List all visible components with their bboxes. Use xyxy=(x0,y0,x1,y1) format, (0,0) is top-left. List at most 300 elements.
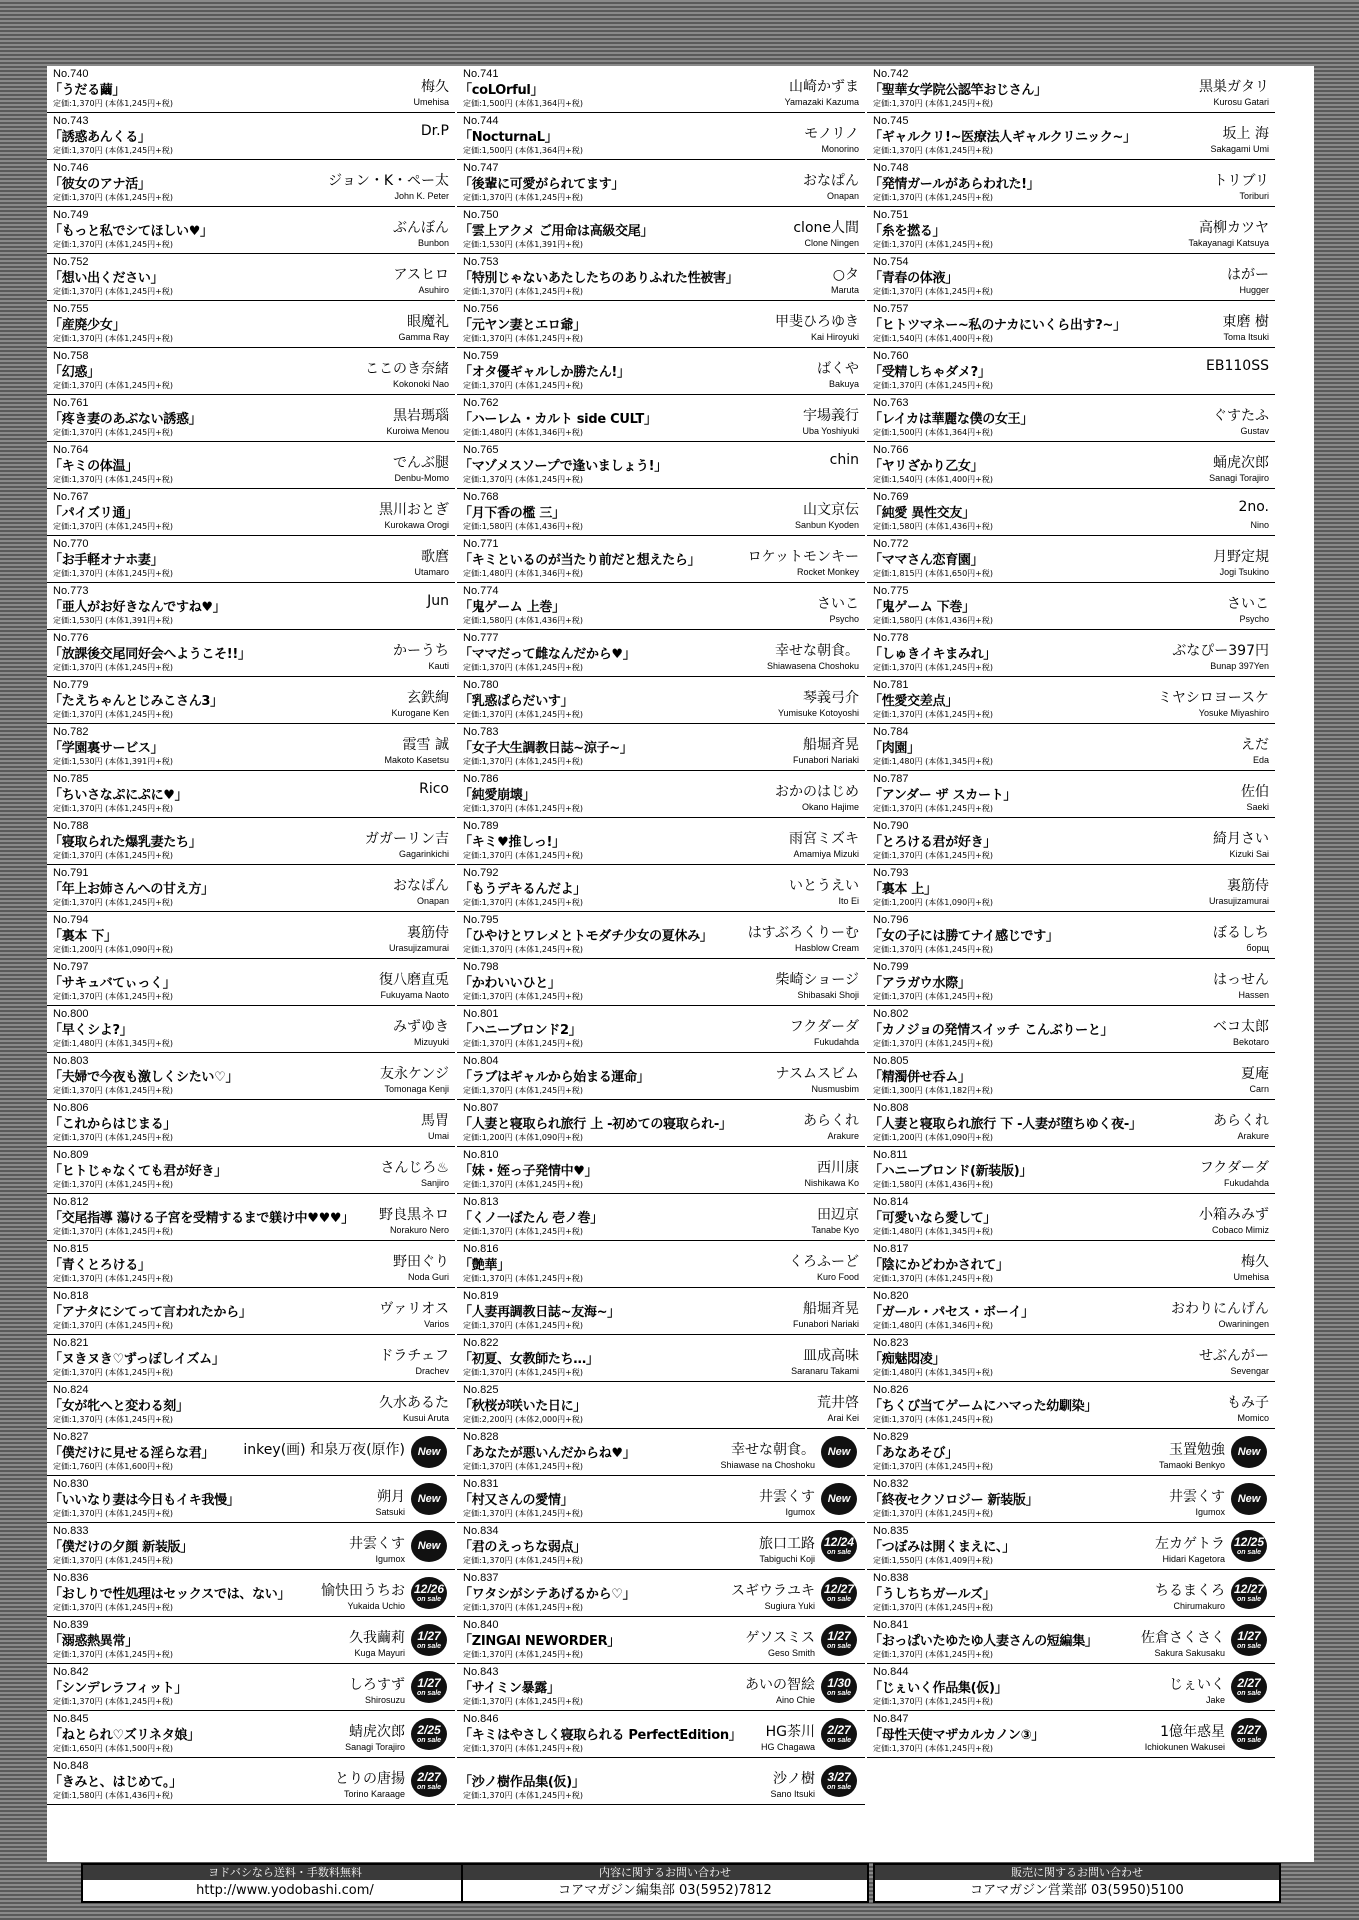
book-title: 「元ヤン妻とエロ爺」 xyxy=(459,318,586,333)
on-sale-label: on sale xyxy=(826,1737,852,1744)
price-text: 定価:1,370円 (本体1,245円+税) xyxy=(463,287,583,296)
author-name: 野田ぐり xyxy=(393,1254,449,1270)
price-text: 定価:1,370円 (本体1,245円+税) xyxy=(873,240,993,249)
author-name: 宇場義行 xyxy=(803,408,859,424)
author-romaji: Yukaida Uchio xyxy=(347,1601,405,1611)
author-romaji: Umai xyxy=(427,1131,449,1141)
volume-number: No.744 xyxy=(463,115,499,127)
catalog-entry xyxy=(47,1100,455,1147)
book-title: 「キミはやさしく寝取られる PerfectEdition」 xyxy=(459,1728,742,1743)
author-name: 船堀斉晃 xyxy=(803,737,859,753)
catalog-entry xyxy=(457,113,865,160)
author-name: 綺月さい xyxy=(1213,831,1269,847)
author-name: いとうえい xyxy=(789,878,859,894)
catalog-entry xyxy=(457,1194,865,1241)
author-name: 黒岩瑪瑙 xyxy=(393,408,449,424)
author-name: あらくれ xyxy=(1213,1113,1269,1129)
volume-number: No.815 xyxy=(53,1243,89,1255)
price-text: 定価:1,370円 (本体1,245円+税) xyxy=(463,475,583,484)
author-name: ぶなぴー397円 xyxy=(1172,643,1269,659)
price-text: 定価:1,370円 (本体1,245円+税) xyxy=(53,569,173,578)
price-text: 定価:1,370円 (本体1,245円+税) xyxy=(463,757,583,766)
author-name: モノリノ xyxy=(804,126,859,142)
book-title: 「オタ優ギャルしか勝たん!」 xyxy=(459,365,630,380)
author-romaji: Torino Karaage xyxy=(343,1789,405,1799)
volume-number: No.844 xyxy=(873,1666,909,1678)
author-name: Jun xyxy=(427,593,449,609)
author-name: 霞雪 誠 xyxy=(402,737,449,753)
volume-number: No.806 xyxy=(53,1102,89,1114)
author-name: 左カゲトラ xyxy=(1155,1536,1225,1552)
author-name: さんじろ♨ xyxy=(380,1160,449,1176)
author-name: 坂上 海 xyxy=(1222,126,1269,142)
author-romaji: Kokonoki Nao xyxy=(392,379,449,389)
book-title: 「お手軽オナホ妻」 xyxy=(49,553,164,568)
author-romaji: Utamaro xyxy=(414,567,449,577)
volume-number: No.773 xyxy=(53,585,89,597)
author-name: フクダーダ xyxy=(789,1019,859,1035)
author-romaji: Nishikawa Ko xyxy=(804,1178,859,1188)
book-title: 「痴魅悶凌」 xyxy=(869,1352,946,1367)
author-name: 井雲くす xyxy=(349,1536,405,1552)
book-title: 「想い出ください」 xyxy=(49,271,164,286)
catalog-entry xyxy=(867,1429,1275,1476)
book-title: 「聖華女学院公認竿おじさん」 xyxy=(869,83,1047,98)
price-text: 定価:1,370円 (本体1,245円+税) xyxy=(463,710,583,719)
book-title: 「ハニーブロンド2」 xyxy=(459,1023,582,1038)
author-romaji: Sanbun Kyoden xyxy=(794,520,859,530)
badge-label: New xyxy=(1237,1445,1261,1458)
author-romaji: Mizuyuki xyxy=(413,1037,449,1047)
catalog-entry xyxy=(47,160,455,207)
author-name: 甲斐ひろゆき xyxy=(775,314,859,330)
author-name: 井雲くす xyxy=(1169,1489,1225,1505)
price-text: 定価:1,370円 (本体1,245円+税) xyxy=(463,193,583,202)
price-text: 定価:1,530円 (本体1,391円+税) xyxy=(53,757,173,766)
volume-number: No.809 xyxy=(53,1149,89,1161)
badge-label: 3/27 xyxy=(827,1770,851,1784)
book-title: 「人妻と寝取られ旅行 下 -人妻が堕ちゆく夜-」 xyxy=(869,1117,1142,1132)
book-title: 「ヒトツマネー~私のナカにいくら出す?~」 xyxy=(869,318,1126,333)
volume-number: No.847 xyxy=(873,1713,909,1725)
new-badge xyxy=(411,1436,447,1468)
volume-number: No.747 xyxy=(463,162,499,174)
book-title: 「溺惑熱異常」 xyxy=(49,1634,138,1649)
release-date-badge xyxy=(1231,1577,1267,1609)
price-text: 定価:1,370円 (本体1,245円+税) xyxy=(463,381,583,390)
author-name: 山文京伝 xyxy=(803,502,859,518)
author-romaji: Gamma Ray xyxy=(398,332,449,342)
badge-label: 1/27 xyxy=(417,1629,441,1643)
price-text: 定価:1,480円 (本体1,346円+税) xyxy=(873,1321,993,1330)
catalog-entry xyxy=(457,66,865,113)
book-title: 「雲上アクメ ご用命は高級交尾」 xyxy=(459,224,654,239)
author-romaji: Amamiya Mizuki xyxy=(793,849,859,859)
price-text: 定価:1,370円 (本体1,245円+税) xyxy=(463,1791,583,1800)
author-romaji: Asuhiro xyxy=(418,285,449,295)
catalog-entry xyxy=(457,301,865,348)
catalog-entry xyxy=(867,1053,1275,1100)
price-text: 定価:1,370円 (本体1,245円+税) xyxy=(873,1603,993,1612)
volume-number: No.796 xyxy=(873,914,909,926)
catalog-entry xyxy=(867,536,1275,583)
volume-number: No.793 xyxy=(873,867,909,879)
book-title: 「アラガウ水際」 xyxy=(869,976,971,991)
volume-number: No.756 xyxy=(463,303,499,315)
author-name: くろふーど xyxy=(789,1254,859,1270)
price-text: 定価:1,370円 (本体1,245円+税) xyxy=(873,992,993,1001)
author-name: 馬胃 xyxy=(421,1113,449,1129)
price-text: 定価:2,200円 (本体2,000円+税) xyxy=(463,1415,583,1424)
volume-number: No.826 xyxy=(873,1384,909,1396)
author-romaji: Shiawase na Choshoku xyxy=(720,1460,815,1470)
author-romaji: Hassen xyxy=(1238,990,1269,1000)
on-sale-label: on sale xyxy=(1236,1549,1262,1556)
price-text: 定価:1,370円 (本体1,245円+税) xyxy=(873,1697,993,1706)
author-romaji: Onapan xyxy=(826,191,859,201)
catalog-entry xyxy=(867,771,1275,818)
author-name: せぶんがー xyxy=(1199,1348,1269,1364)
author-romaji: Rocket Monkey xyxy=(796,567,859,577)
volume-number: No.789 xyxy=(463,820,499,832)
author-name: 歌麿 xyxy=(421,549,449,565)
volume-number: No.771 xyxy=(463,538,499,550)
catalog-entry xyxy=(47,583,455,630)
volume-number: No.819 xyxy=(463,1290,499,1302)
author-romaji: Sano Itsuki xyxy=(770,1789,815,1799)
author-romaji: Bekotaro xyxy=(1232,1037,1269,1047)
author-name: Rico xyxy=(419,781,449,797)
book-title: 「人妻と寝取られ旅行 上 -初めての寝取られ-」 xyxy=(459,1117,732,1132)
book-title: 「寝取られた爆乳妻たち」 xyxy=(49,835,202,850)
catalog-entry xyxy=(457,583,865,630)
volume-number: No.801 xyxy=(463,1008,499,1020)
footer-heading: 内容に関するお問い合わせ xyxy=(463,1865,867,1880)
catalog-entry xyxy=(47,959,455,1006)
catalog-entry xyxy=(47,630,455,677)
price-text: 定価:1,370円 (本体1,245円+税) xyxy=(873,1744,993,1753)
price-text: 定価:1,500円 (本体1,364円+税) xyxy=(873,428,993,437)
volume-number: No.824 xyxy=(53,1384,89,1396)
author-romaji: Fukudahda xyxy=(813,1037,859,1047)
book-title: 「ちいさなぷにぷに♥」 xyxy=(49,788,188,803)
catalog-entry xyxy=(457,1241,865,1288)
volume-number: No.837 xyxy=(463,1572,499,1584)
author-name: 西川康 xyxy=(817,1160,859,1176)
volume-number: No.795 xyxy=(463,914,499,926)
footer-editorial-contact xyxy=(461,1863,869,1903)
badge-label: 12/25 xyxy=(1233,1535,1265,1549)
author-romaji: Kai Hiroyuki xyxy=(810,332,859,342)
author-romaji: Norakuro Nero xyxy=(389,1225,449,1235)
author-name: 佐倉さくさく xyxy=(1141,1630,1225,1646)
volume-number: No.765 xyxy=(463,444,499,456)
price-text: 定価:1,540円 (本体1,400円+税) xyxy=(873,334,993,343)
volume-number: No.804 xyxy=(463,1055,499,1067)
price-text: 定価:1,370円 (本体1,245円+税) xyxy=(463,1650,583,1659)
catalog-entry xyxy=(457,1476,865,1523)
author-name: おかのはじめ xyxy=(775,784,859,800)
catalog-entry xyxy=(457,1711,865,1758)
volume-number: No.778 xyxy=(873,632,909,644)
author-name: 琴義弓介 xyxy=(803,690,859,706)
catalog-entry xyxy=(47,912,455,959)
author-romaji: Kurosu Gatari xyxy=(1213,97,1269,107)
book-title: 「とろける君が好き」 xyxy=(869,835,997,850)
book-title: 「秋桜が咲いた日に」 xyxy=(459,1399,587,1414)
catalog-entry xyxy=(867,583,1275,630)
book-title: 「受精しちゃダメ?」 xyxy=(869,365,991,380)
price-text: 定価:1,200円 (本体1,090円+税) xyxy=(873,898,993,907)
author-romaji: Sakagami Umi xyxy=(1210,144,1269,154)
author-romaji: Psycho xyxy=(1239,614,1269,624)
author-name: ぐすたふ xyxy=(1213,408,1269,424)
price-text: 定価:1,370円 (本体1,245円+税) xyxy=(53,1227,173,1236)
book-title: 「おしりで性処理はセックスでは、ない」 xyxy=(49,1587,291,1602)
author-name: ここのき奈緒 xyxy=(365,361,449,377)
release-date-badge xyxy=(1231,1718,1267,1750)
author-name: inkey(画) 和泉万夜(原作) xyxy=(243,1442,405,1458)
price-text: 定価:1,370円 (本体1,245円+税) xyxy=(53,334,173,343)
badge-label: 12/24 xyxy=(823,1535,855,1549)
book-title: 「人妻再調教日誌~友海~」 xyxy=(459,1305,620,1320)
price-text: 定価:1,370円 (本体1,245円+税) xyxy=(53,1509,173,1518)
badge-label: 2/27 xyxy=(1237,1676,1261,1690)
price-text: 定価:1,580円 (本体1,436円+税) xyxy=(463,616,583,625)
author-romaji: Eda xyxy=(1252,755,1269,765)
author-romaji: Arakure xyxy=(1237,1131,1269,1141)
author-name: おわりにんげん xyxy=(1171,1301,1269,1317)
catalog-entry xyxy=(47,1476,455,1523)
price-text: 定価:1,370円 (本体1,245円+税) xyxy=(53,381,173,390)
on-sale-label: on sale xyxy=(416,1596,442,1603)
catalog-entry xyxy=(457,254,865,301)
catalog-entry xyxy=(47,818,455,865)
book-title: 「もうデキるんだよ」 xyxy=(459,882,587,897)
author-romaji: Hasblow Cream xyxy=(794,943,859,953)
price-text: 定価:1,370円 (本体1,245円+税) xyxy=(463,992,583,1001)
catalog-entry xyxy=(457,677,865,724)
author-name: ジョン・K・ペー太 xyxy=(328,173,449,189)
author-name: 夏庵 xyxy=(1241,1066,1269,1082)
book-title: 「NocturnaL」 xyxy=(459,130,558,145)
price-text: 定価:1,370円 (本体1,245円+税) xyxy=(53,1368,173,1377)
volume-number: No.787 xyxy=(873,773,909,785)
release-date-badge xyxy=(411,1671,447,1703)
catalog-entry xyxy=(47,1241,455,1288)
author-romaji: Owariningen xyxy=(1218,1319,1269,1329)
author-romaji: Cobaco Mimiz xyxy=(1211,1225,1269,1235)
volume-number: No.812 xyxy=(53,1196,89,1208)
author-romaji: Aino Chie xyxy=(775,1695,815,1705)
book-title: 「ひやけとワレメとトモダチ少女の夏休み」 xyxy=(459,929,713,944)
volume-number: No.846 xyxy=(463,1713,499,1725)
volume-number: No.829 xyxy=(873,1431,909,1443)
badge-label: 1/27 xyxy=(827,1629,851,1643)
price-text: 定価:1,370円 (本体1,245円+税) xyxy=(53,1415,173,1424)
book-title: 「ガール・パセス・ボーイ」 xyxy=(869,1305,1034,1320)
volume-number: No.766 xyxy=(873,444,909,456)
volume-number: No.820 xyxy=(873,1290,909,1302)
book-title: 「マゾメスソープで逢いましょう!」 xyxy=(459,459,667,474)
author-romaji: Fukudahda xyxy=(1223,1178,1269,1188)
author-name: あいの智絵 xyxy=(745,1677,815,1693)
price-text: 定価:1,370円 (本体1,245円+税) xyxy=(53,193,173,202)
catalog-entry xyxy=(867,1664,1275,1711)
catalog-entry xyxy=(47,207,455,254)
author-name: 1億年惑星 xyxy=(1160,1724,1225,1740)
badge-label: 12/27 xyxy=(1233,1582,1265,1596)
price-text: 定価:1,370円 (本体1,245円+税) xyxy=(53,1086,173,1095)
author-romaji: Onapan xyxy=(416,896,449,906)
catalog-entry xyxy=(867,1147,1275,1194)
book-title: 「誘惑あんくる」 xyxy=(49,130,151,145)
author-name: 蜻虎次郎 xyxy=(349,1724,405,1740)
author-name: 山崎かずま xyxy=(789,79,859,95)
book-title: 「しゅきイキまみれ」 xyxy=(869,647,997,662)
volume-number: No.785 xyxy=(53,773,89,785)
catalog-entry xyxy=(457,1429,865,1476)
catalog-column-right xyxy=(867,66,1275,1758)
author-name: アスヒロ xyxy=(393,267,449,283)
author-romaji: Sanagi Torajiro xyxy=(345,1742,405,1752)
book-title: 「終夜セクソロジー 新装版」 xyxy=(869,1493,1039,1508)
volume-number: No.786 xyxy=(463,773,499,785)
price-text: 定価:1,370円 (本体1,245円+税) xyxy=(463,851,583,860)
volume-number: No.848 xyxy=(53,1760,89,1772)
catalog-entry xyxy=(457,348,865,395)
price-text: 定価:1,580円 (本体1,436円+税) xyxy=(873,616,993,625)
on-sale-label: on sale xyxy=(416,1737,442,1744)
price-text: 定価:1,500円 (本体1,364円+税) xyxy=(463,99,583,108)
volume-number: No.810 xyxy=(463,1149,499,1161)
book-title: 「夫婦で今夜も激しくシたい♡」 xyxy=(49,1070,239,1085)
volume-number: No.842 xyxy=(53,1666,89,1678)
catalog-entry xyxy=(47,301,455,348)
catalog-column-middle xyxy=(457,66,865,1805)
price-text: 定価:1,530円 (本体1,391円+税) xyxy=(53,616,173,625)
volume-number: No.767 xyxy=(53,491,89,503)
author-name: トリブリ xyxy=(1213,173,1269,189)
on-sale-label: on sale xyxy=(1236,1596,1262,1603)
footer-url-link[interactable]: http://www.yodobashi.com/ xyxy=(196,1883,374,1898)
price-text: 定価:1,370円 (本体1,245円+税) xyxy=(873,851,993,860)
author-romaji: Geso Smith xyxy=(767,1648,815,1658)
author-name: 復八磨直兎 xyxy=(379,972,449,988)
release-date-badge xyxy=(411,1577,447,1609)
catalog-entry xyxy=(867,1335,1275,1382)
catalog-entry xyxy=(47,1711,455,1758)
catalog-entry xyxy=(47,1382,455,1429)
price-text: 定価:1,370円 (本体1,245円+税) xyxy=(873,1274,993,1283)
author-romaji: Sanjiro xyxy=(420,1178,449,1188)
author-romaji: Chirumakuro xyxy=(1173,1601,1225,1611)
author-name: 野良黒ネロ xyxy=(379,1207,449,1223)
volume-number: No.769 xyxy=(873,491,909,503)
author-romaji: Psycho xyxy=(829,614,859,624)
author-name: 小箱みみず xyxy=(1199,1207,1269,1223)
author-name: 黒川おとぎ xyxy=(379,502,449,518)
book-title: 「アナタにシてって言われたから」 xyxy=(49,1305,252,1320)
author-romaji: Saranaru Takami xyxy=(791,1366,859,1376)
volume-number: No.794 xyxy=(53,914,89,926)
volume-number: No.790 xyxy=(873,820,909,832)
author-name: さいこ xyxy=(1227,596,1269,612)
release-date-badge xyxy=(1231,1624,1267,1656)
release-date-badge xyxy=(821,1765,857,1797)
author-name: はっせん xyxy=(1213,972,1269,988)
volume-number: No.768 xyxy=(463,491,499,503)
price-text: 定価:1,370円 (本体1,245円+税) xyxy=(463,1368,583,1377)
author-romaji: Nino xyxy=(1250,520,1269,530)
volume-number: No.752 xyxy=(53,256,89,268)
book-title: 「産廃少女」 xyxy=(49,318,126,333)
catalog-entry xyxy=(867,865,1275,912)
book-title: 「サイミン暴露」 xyxy=(459,1681,560,1696)
book-title: 「これからはじまる」 xyxy=(49,1117,177,1132)
author-name: 眼魔礼 xyxy=(407,314,449,330)
author-romaji: Noda Guri xyxy=(407,1272,449,1282)
price-text: 定価:1,580円 (本体1,436円+税) xyxy=(53,1791,173,1800)
author-name: 荒井啓 xyxy=(817,1395,859,1411)
volume-number: No.839 xyxy=(53,1619,89,1631)
catalog-entry xyxy=(867,160,1275,207)
author-romaji: Okano Hajime xyxy=(801,802,859,812)
author-name: とりの唐揚 xyxy=(335,1771,405,1787)
price-text: 定価:1,370円 (本体1,245円+税) xyxy=(463,898,583,907)
catalog-entry xyxy=(867,912,1275,959)
catalog-entry xyxy=(47,66,455,113)
catalog-entry xyxy=(457,1664,865,1711)
author-romaji: Kusui Aruta xyxy=(402,1413,449,1423)
volume-number: No.741 xyxy=(463,68,499,80)
price-text: 定価:1,580円 (本体1,436円+税) xyxy=(873,522,993,531)
on-sale-label: on sale xyxy=(1236,1690,1262,1697)
author-romaji: Tanabe Kyo xyxy=(811,1225,859,1235)
volume-number: No.740 xyxy=(53,68,89,80)
badge-label: 1/27 xyxy=(417,1676,441,1690)
catalog-entry xyxy=(867,113,1275,160)
price-text: 定価:1,370円 (本体1,245円+税) xyxy=(873,381,993,390)
author-name: chin xyxy=(829,452,859,468)
book-title: 「ギャルクリ!~医療法人ギャルクリニック~」 xyxy=(869,130,1136,145)
book-title: 「女の子には勝てナイ感じです」 xyxy=(869,929,1059,944)
volume-number: No.746 xyxy=(53,162,89,174)
catalog-entry xyxy=(457,724,865,771)
author-romaji: Igumox xyxy=(1195,1507,1225,1517)
price-text: 定価:1,370円 (本体1,245円+税) xyxy=(873,287,993,296)
author-name: かーうち xyxy=(393,643,449,659)
book-title: 「彼女のアナ活」 xyxy=(49,177,151,192)
price-text: 定価:1,370円 (本体1,245円+税) xyxy=(463,1180,583,1189)
author-name: みずゆき xyxy=(393,1019,449,1035)
author-name: clone人間 xyxy=(793,220,859,236)
volume-number: No.758 xyxy=(53,350,89,362)
author-name: 月野定規 xyxy=(1213,549,1269,565)
price-text: 定価:1,370円 (本体1,245円+税) xyxy=(463,1274,583,1283)
book-title: 「ラブはギャルから始まる運命」 xyxy=(459,1070,650,1085)
author-romaji: Maruta xyxy=(830,285,859,295)
catalog-entry xyxy=(47,1288,455,1335)
author-romaji: Yosuke Miyashiro xyxy=(1198,708,1269,718)
author-romaji: Toriburi xyxy=(1239,191,1269,201)
volume-number: No.797 xyxy=(53,961,89,973)
author-romaji: Ichiokunen Wakusei xyxy=(1144,1742,1225,1752)
volume-number: No.770 xyxy=(53,538,89,550)
price-text: 定価:1,480円 (本体1,345円+税) xyxy=(873,1368,993,1377)
badge-label: 1/30 xyxy=(827,1676,851,1690)
author-romaji: Saeki xyxy=(1246,802,1269,812)
